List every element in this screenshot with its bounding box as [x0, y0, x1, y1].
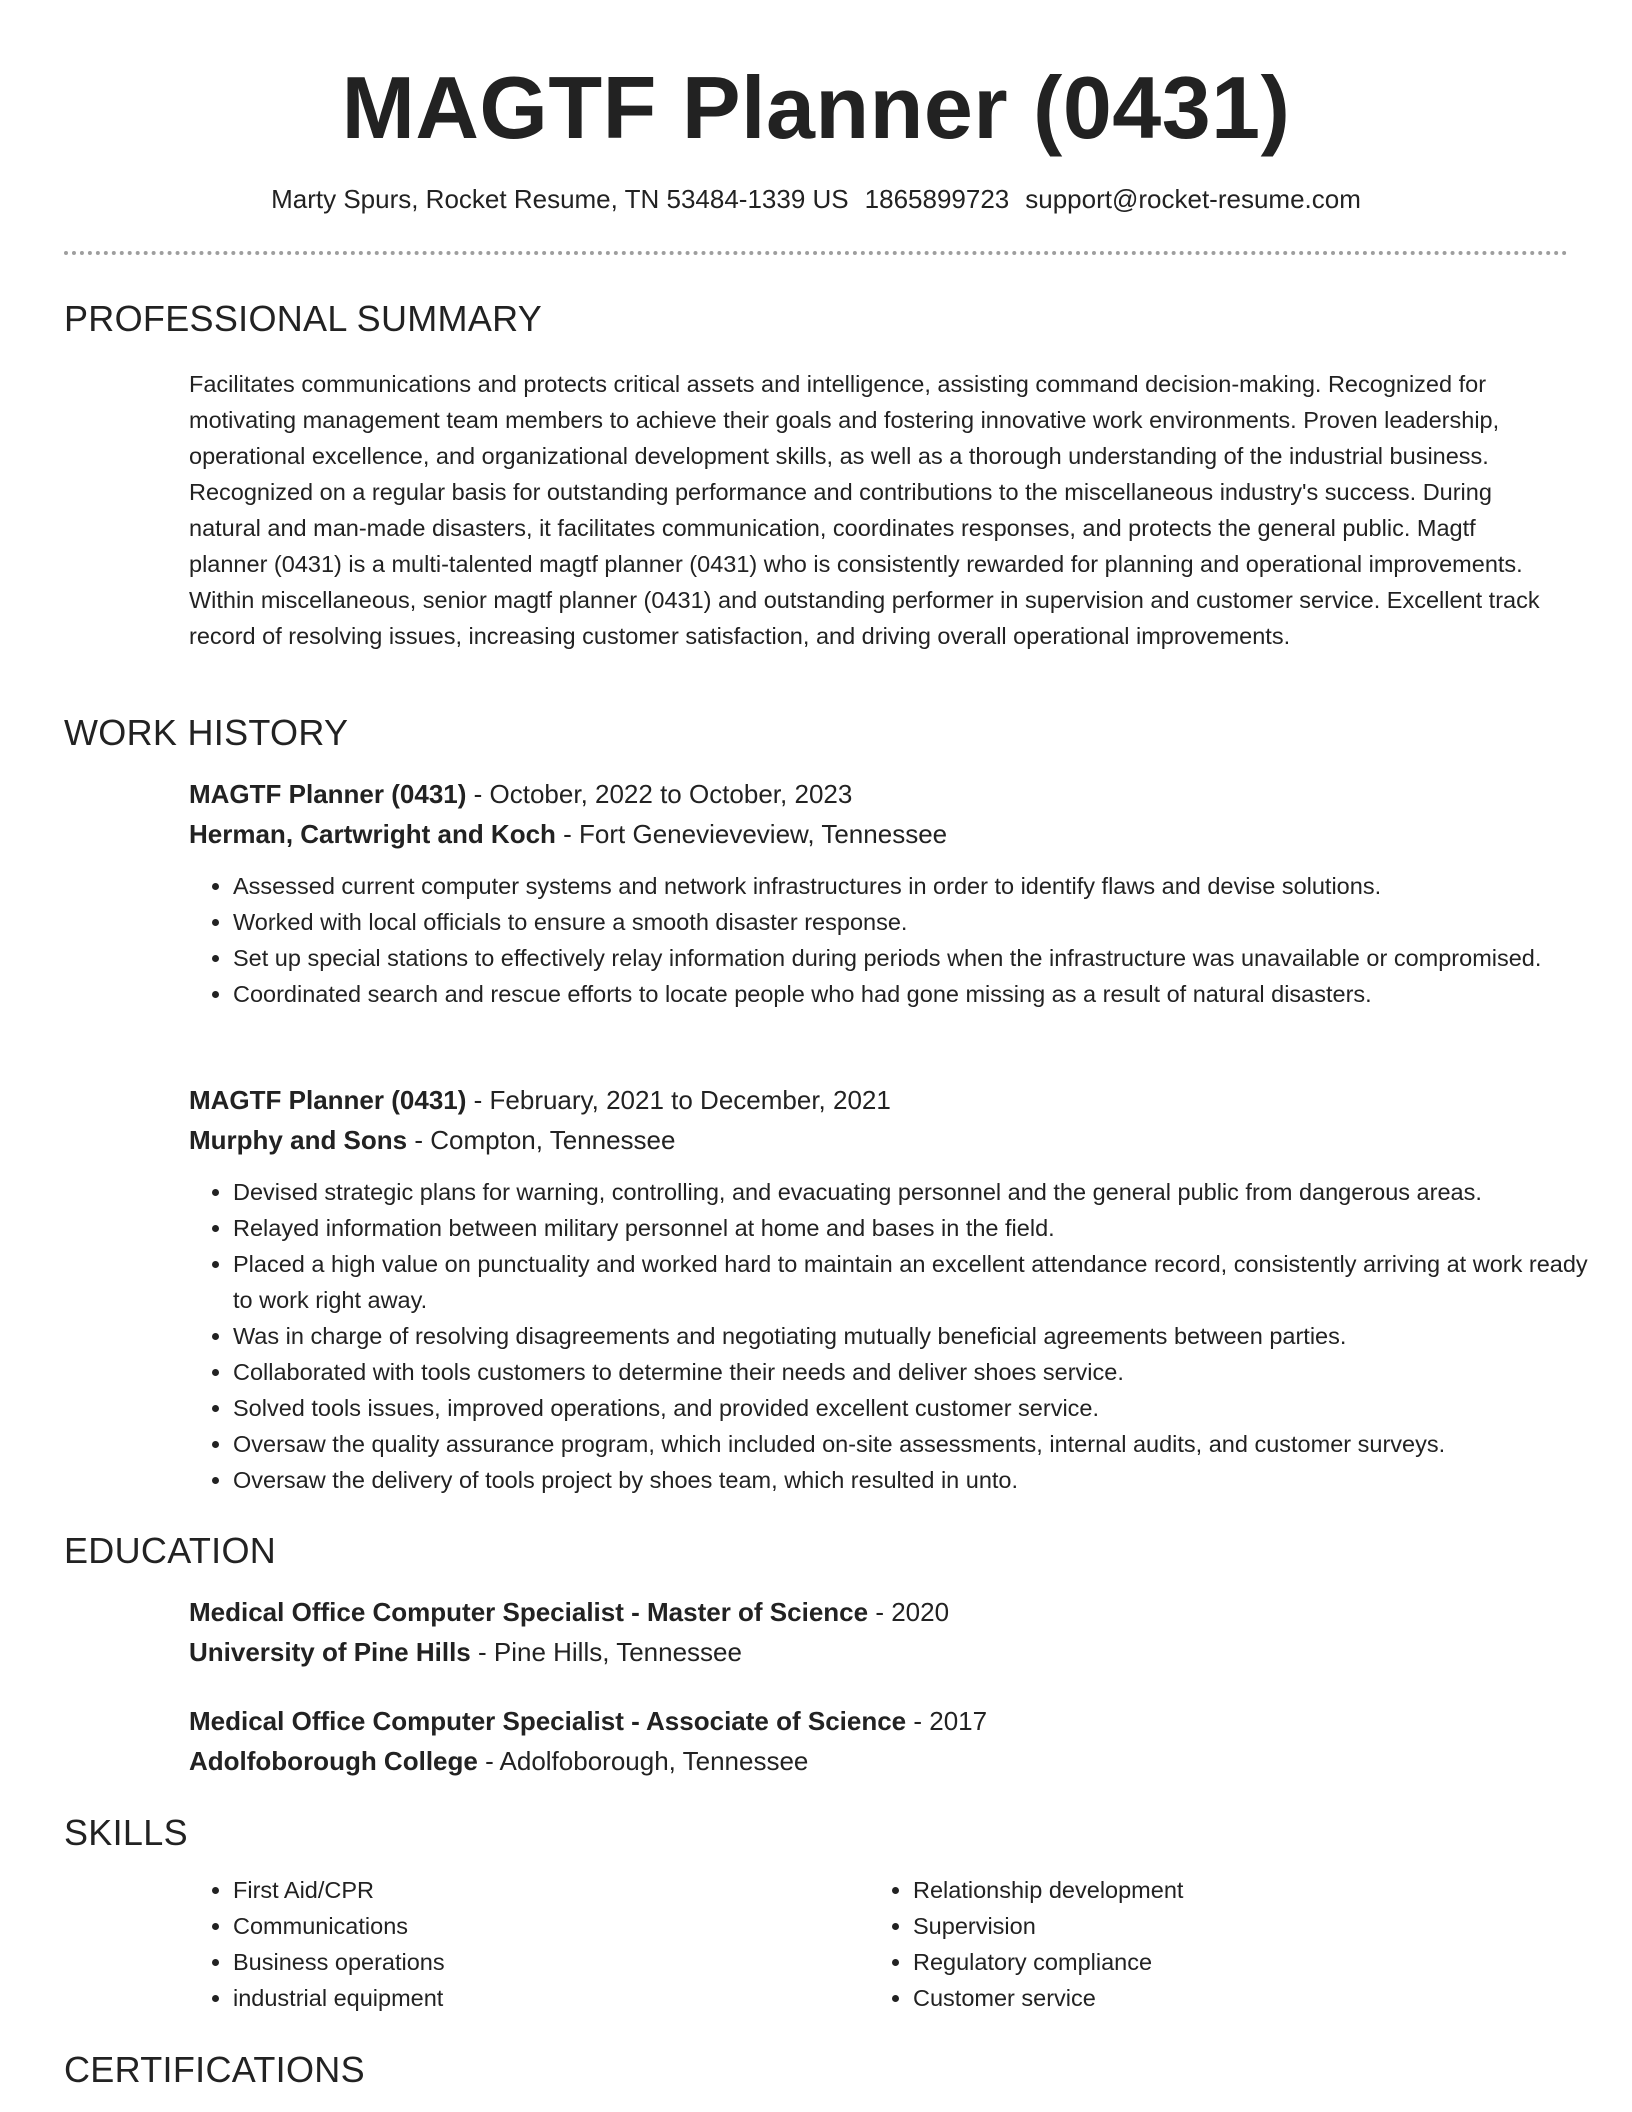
job-1-dates: October, 2022 to October, 2023	[489, 779, 853, 809]
contact-line	[0, 182, 1632, 216]
job-1-company: Herman, Cartwright and Koch	[189, 819, 556, 849]
job-2-company-line: Murphy and Sons - Compton, Tennessee	[189, 1125, 676, 1155]
contact-phone: 1865899723	[864, 184, 1010, 214]
list-item: • Assessed current computer systems and network infrastructures in order to identify flaws and devise solutions.	[233, 868, 1613, 904]
edu-2-year: 2017	[929, 1706, 988, 1736]
list-item: • Relayed information between military personnel at home and bases in the field.	[233, 1210, 1613, 1246]
edu-1-degree: Medical Office Computer Specialist - Master of Science	[189, 1597, 869, 1627]
section-title-work: WORK HISTORY	[64, 712, 349, 753]
list-item: • industrial equipment	[233, 1980, 833, 2016]
edu-2-location: Adolfoborough, Tennessee	[499, 1746, 809, 1776]
section-title-certifications: CERTIFICATIONS	[64, 2049, 365, 2090]
edu-2-degree: Medical Office Computer Specialist - Associate of Science	[189, 1706, 907, 1736]
section-title-skills: SKILLS	[64, 1812, 188, 1853]
list-item: • Was in charge of resolving disagreements and negotiating mutually beneficial agreements between parties.	[233, 1318, 1613, 1354]
edu-2-degree-line: Medical Office Computer Specialist - Associate of Science - 2017	[189, 1706, 988, 1736]
job-2-company: Murphy and Sons	[189, 1125, 408, 1155]
job-2-bullets	[189, 1174, 1613, 1498]
skills-list-left	[189, 1872, 833, 2016]
list-item: • Worked with local officials to ensure a smooth disaster response.	[233, 904, 1613, 940]
list-item: • Set up special stations to effectively relay information during periods when the infrastructure was unavailable or compromised.	[233, 940, 1613, 976]
section-title-education: EDUCATION	[64, 1530, 277, 1571]
list-item: • Placed a high value on punctuality and worked hard to maintain an excellent attendance record, consistently arriving at work ready to work right away.	[233, 1246, 1613, 1318]
list-item: • Oversaw the quality assurance program, which included on-site assessments, internal audits, and customer surveys.	[233, 1426, 1613, 1462]
job-2-dates: February, 2021 to December, 2021	[489, 1085, 891, 1115]
list-item: • Supervision	[913, 1908, 1513, 1944]
list-item: • Customer service	[913, 1980, 1513, 2016]
list-item: • Relationship development	[913, 1872, 1513, 1908]
job-1-role: MAGTF Planner (0431)	[189, 779, 467, 809]
contact-address: Marty Spurs, Rocket Resume, TN 53484-1339 US	[271, 184, 849, 214]
resume-name: MAGTF Planner (0431)	[341, 58, 1291, 157]
list-item: • Oversaw the delivery of tools project by shoes team, which resulted in unto.	[233, 1462, 1613, 1498]
list-item: • Regulatory compliance	[913, 1944, 1513, 1980]
list-item: • Solved tools issues, improved operations, and provided excellent customer service.	[233, 1390, 1613, 1426]
edu-2-school: Adolfoborough College	[189, 1746, 478, 1776]
job-1-title-line: MAGTF Planner (0431) - October, 2022 to October, 2023	[189, 779, 853, 809]
job-1-location: Fort Genevieveview, Tennessee	[579, 819, 948, 849]
job-2-role: MAGTF Planner (0431)	[189, 1085, 467, 1115]
edu-1-school: University of Pine Hills	[189, 1637, 471, 1667]
contact-email: support@rocket-resume.com	[1025, 184, 1361, 214]
job-1-bullets	[189, 868, 1613, 1012]
skills-list-right	[869, 1872, 1513, 2016]
edu-1-year: 2020	[891, 1597, 950, 1627]
list-item: • Business operations	[233, 1944, 833, 1980]
job-2-location: Compton, Tennessee	[430, 1125, 676, 1155]
edu-1-location: Pine Hills, Tennessee	[493, 1637, 742, 1667]
edu-1-school-line: University of Pine Hills - Pine Hills, Tennessee	[189, 1637, 742, 1667]
list-item: • Communications	[233, 1908, 833, 1944]
header-divider	[64, 251, 1568, 255]
list-item: • Collaborated with tools customers to determine their needs and deliver shoes service.	[233, 1354, 1613, 1390]
list-item: • Devised strategic plans for warning, controlling, and evacuating personnel and the general public from dangerous areas.	[233, 1174, 1613, 1210]
edu-1-degree-line: Medical Office Computer Specialist - Master of Science - 2020	[189, 1597, 950, 1627]
section-title-summary: PROFESSIONAL SUMMARY	[64, 298, 543, 339]
list-item: • First Aid/CPR	[233, 1872, 833, 1908]
edu-2-school-line: Adolfoborough College - Adolfoborough, Tennessee	[189, 1746, 809, 1776]
summary-text: Facilitates communications and protects critical assets and intelligence, assisting command decision-making. Recognized for motivating management team members to achieve their goals and fostering innovative work environments. Proven leadership, operational excellence, and organizational development skills, as well as a thorough understanding of the industrial business. Recognized on a regular basis for outstanding performance and contributions to the miscellaneous industry's success. During natural and man-made disasters, it facilitates communication, coordinates responses, and protects the general public. Magtf planner (0431) is a multi-talented magtf planner (0431) who is consistently rewarded for planning and operational improvements. Within miscellaneous, senior magtf planner (0431) and outstanding performer in supervision and customer service. Excellent track record of resolving issues, increasing customer satisfaction, and driving overall operational improvements.	[189, 371, 1540, 649]
list-item: • Coordinated search and rescue efforts to locate people who had gone missing as a result of natural disasters.	[233, 976, 1613, 1012]
job-1-company-line: Herman, Cartwright and Koch - Fort Genevieveview, Tennessee	[189, 819, 948, 849]
job-2-title-line: MAGTF Planner (0431) - February, 2021 to December, 2021	[189, 1085, 891, 1115]
